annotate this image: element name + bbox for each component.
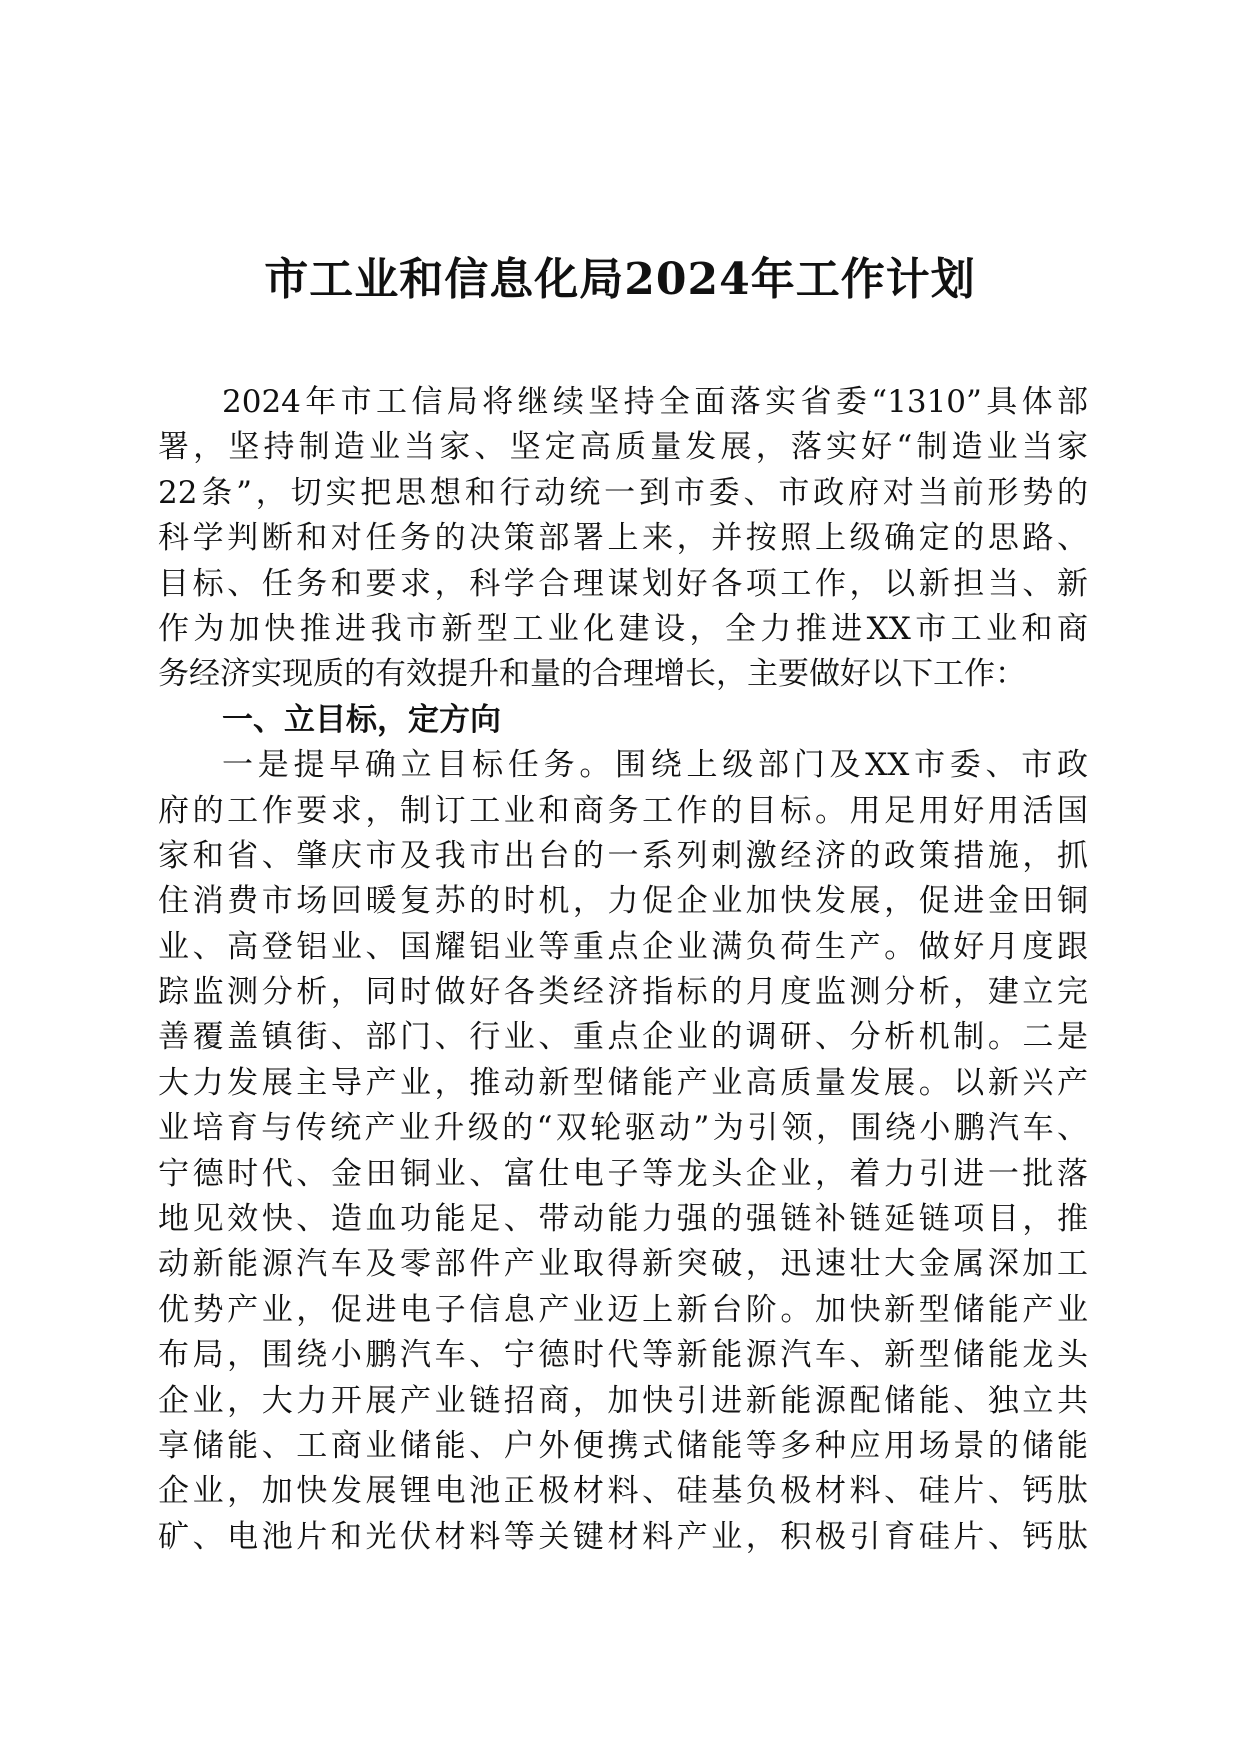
paragraph-line: 动新能源汽车及零部件产业取得新突破，迅速壮大金属深加工 — [158, 1246, 1088, 1283]
paragraph-line: 享储能、工商业储能、户外便携式储能等多种应用场景的储能 — [158, 1427, 1088, 1464]
paragraph-line: 善覆盖镇街、部门、行业、重点企业的调研、分析机制。二是 — [158, 1019, 1088, 1056]
paragraph-line: 目标、任务和要求，科学合理谋划好各项工作，以新担当、新 — [158, 565, 1088, 602]
paragraph-line: 地见效快、造血功能足、带动能力强的强链补链延链项目，推 — [158, 1201, 1088, 1238]
document-title: 市工业和信息化局2024年工作计划 — [264, 254, 976, 305]
paragraph-line: 宁德时代、金田铜业、富仕电子等龙头企业，着力引进一批落 — [158, 1155, 1088, 1192]
paragraph-line: 一是提早确立目标任务。围绕上级部门及XX市委、市政 — [222, 747, 1088, 784]
paragraph-line: 业、高登铝业、国耀铝业等重点企业满负荷生产。做好月度跟 — [158, 928, 1088, 965]
paragraph-line: 务经济实现质的有效提升和量的合理增长，主要做好以下工作： — [158, 656, 1026, 693]
paragraph-line: 踪监测分析，同时做好各类经济指标的月度监测分析，建立完 — [158, 974, 1088, 1011]
paragraph-line: 府的工作要求，制订工业和商务工作的目标。用足用好用活国 — [158, 792, 1088, 829]
paragraph-line: 2024年市工信局将继续坚持全面落实省委“1310”具体部 — [222, 384, 1088, 420]
paragraph-line: 企业，大力开展产业链招商，加快引进新能源配储能、独立共 — [158, 1382, 1088, 1419]
paragraph-line: 22条”，切实把思想和行动统一到市委、市政府对当前形势的 — [158, 474, 1088, 511]
paragraph-line: 署，坚持制造业当家、坚定高质量发展，落实好“制造业当家 — [158, 429, 1088, 466]
paragraph-line: 业培育与传统产业升级的“双轮驱动”为引领，围绕小鹏汽车、 — [158, 1110, 1088, 1147]
paragraph-line: 布局，围绕小鹏汽车、宁德时代等新能源汽车、新型储能龙头 — [158, 1337, 1088, 1374]
paragraph-line: 优势产业，促进电子信息产业迈上新台阶。加快新型储能产业 — [158, 1291, 1088, 1328]
paragraph-line: 家和省、肇庆市及我市出台的一系列刺激经济的政策措施，抓 — [158, 837, 1088, 874]
paragraph-line: 作为加快推进我市新型工业化建设，全力推进XX市工业和商 — [158, 610, 1088, 647]
paragraph-line: 矿、电池片和光伏材料等关键材料产业，积极引育硅片、钙肽 — [158, 1518, 1088, 1555]
paragraph-line: 大力发展主导产业，推动新型储能产业高质量发展。以新兴产 — [158, 1064, 1088, 1101]
paragraph-line: 科学判断和对任务的决策部署上来，并按照上级确定的思路、 — [158, 520, 1088, 557]
document-body — [158, 380, 1088, 1560]
section-heading: 一、立目标，定方向 — [222, 701, 501, 738]
paragraph-line: 住消费市场回暖复苏的时机，力促企业加快发展，促进金田铜 — [158, 883, 1088, 920]
paragraph-line: 企业，加快发展锂电池正极材料、硅基负极材料、硅片、钙肽 — [158, 1473, 1088, 1510]
